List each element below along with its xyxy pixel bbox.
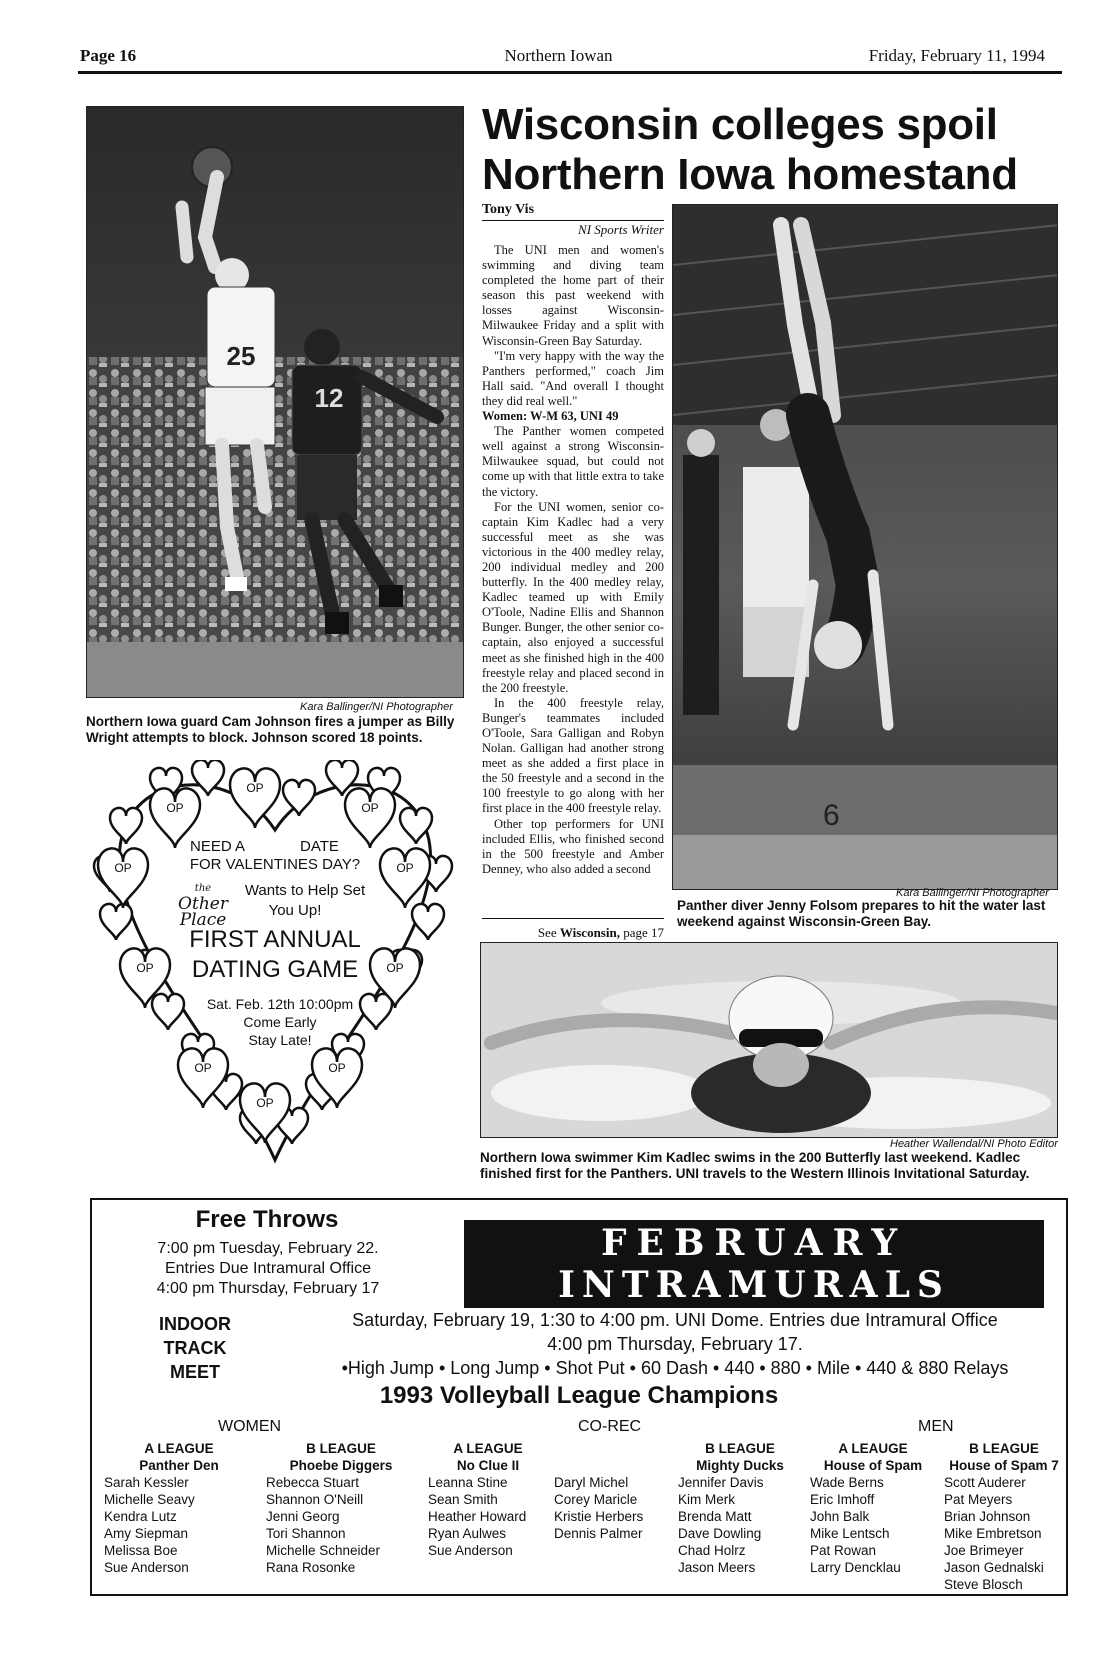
player: Mike Lentsch [810,1526,890,1541]
article-paragraph: The UNI men and women's swimming and diving team completed the home part of their season this past weekend with losses against Wisconsin-Milwaukee Friday and a split with Wisconsin-Green Bay Saturday. [482,243,664,348]
player: Pat Meyers [944,1492,1013,1507]
basketball-photo-caption: Northern Iowa guard Cam Johnson fires a jumper as Billy Wright attempts to block. Johnson scored 18 points. [86,714,455,745]
article-paragraph: "I'm very happy with the way the Panthers performed," coach Jim Hall said. "And overall I thought they did real well." [482,348,664,408]
track-label: INDOOR [159,1314,231,1334]
track-events: •High Jump • Long Jump • Shot Put • 60 Dash • 440 • 880 • Mile • 440 & 880 Relays [341,1358,1009,1378]
ad-for-valentines: FOR VALENTINES DAY? [189,856,361,873]
team-league: A LEAUGE [838,1441,908,1456]
team-roster [104,1474,254,1576]
ad-date: DATE [300,838,339,855]
newspaper-title: Northern Iowan [504,46,613,65]
player: Rebecca Stuart [266,1475,360,1490]
team-league: A LEAGUE [453,1441,523,1456]
valentine-ad [90,760,460,1180]
player: Steve Blosch [944,1577,1023,1592]
ad-you-up: You Up! [268,902,322,919]
group-women: WOMEN [218,1418,282,1435]
team-column [428,1440,548,1559]
op-mark: OP [136,961,154,975]
track-details: Saturday, February 19, 1:30 to 4:00 pm. UNI Dome. Entries due Intramural Office [352,1310,998,1330]
player: Rana Rosonke [266,1560,356,1575]
article-paragraph: For the UNI women, senior co-captain Kim Kadlec had a very successful meet as she was victorious in the 400 medley relay, 200 individual medley and 200 butterfly. In the 400 medley relay, Kadlec teamed up with Emily O'Toole, Nadine Ellis and Shannon Bunger. Bunger, the other senior co-captain, also enjoyed a successful meet as she finished high in the 400 freestyle relay and placed second in the 200 freestyle. [482,499,664,695]
team-name: Phoebe Diggers [289,1458,393,1473]
lane-number: 6 [823,799,840,832]
track-details: 4:00 pm Thursday, February 17. [547,1334,803,1354]
jump-suffix: page 17 [619,925,664,940]
free-throws-line: 7:00 pm Tuesday, February 22. [157,1240,379,1257]
player: Jennifer Davis [678,1475,764,1490]
player: Brian Johnson [944,1509,1031,1524]
article-body [482,243,664,915]
diver-photo-caption: Panther diver Jenny Folsom prepares to hit the water last weekend against Wisconsin-Green Bay. [677,898,1046,929]
player: Chad Holrz [678,1543,746,1558]
team-name: House of Spam [823,1458,923,1473]
op-mark: OP [396,861,414,875]
issue-date: Friday, February 11, 1994 [868,46,1045,65]
player: Sue Anderson [428,1543,513,1558]
op-mark: OP [166,801,184,815]
team-column [678,1440,802,1576]
writer-title: NI Sports Writer [578,222,664,237]
op-mark: OP [256,1096,274,1110]
article-subhead: Women: W-M 63, UNI 49 [482,409,619,424]
team-league: A LEAGUE [144,1441,214,1456]
free-throws-line: Entries Due Intramural Office [164,1260,371,1277]
player: Melissa Boe [104,1543,178,1558]
team-name: Mighty Ducks [696,1458,784,1473]
team-name: No Clue II [456,1458,520,1473]
page-number: Page 16 [80,46,137,65]
free-throws-line: 4:00 pm Thursday, February 17 [156,1280,380,1297]
team-column [810,1440,936,1576]
group-men: MEN [918,1418,954,1435]
volleyball-champions-title: 1993 Volleyball League Champions [379,1382,779,1409]
player: Sarah Kessler [104,1475,189,1490]
player: Wade Berns [810,1475,884,1490]
player: Jenni Georg [266,1509,340,1524]
team-name: House of Spam 7 [949,1458,1059,1473]
player: Pat Rowan [810,1543,877,1558]
free-throws-title: Free Throws [195,1206,339,1233]
basketball-photo [86,106,464,698]
player: Leanna Stine [428,1475,508,1490]
track-label: MEET [169,1362,220,1382]
player: Heather Howard [428,1509,527,1524]
player: Tori Shannon [266,1526,346,1541]
player: Joe Brimeyer [944,1543,1024,1558]
team-column [944,1440,1064,1593]
team-roster [678,1474,802,1576]
group-corec: CO-REC [578,1418,642,1435]
player: Daryl Michel [554,1475,629,1490]
other-place-logo [168,878,238,928]
player: Kendra Lutz [104,1509,177,1524]
team-name: Panther Den [139,1458,219,1473]
header-rule [78,71,1062,74]
article-paragraph: The Panther women competed well against a strong Wisconsin-Milwaukee squad, but could not come up with that little extra to take the victory. [482,424,664,499]
op-mark: OP [114,861,132,875]
player: Amy Siepman [104,1526,189,1541]
player: Larry Dencklau [810,1560,901,1575]
byline-rule [482,220,664,221]
player: Scott Auderer [944,1475,1026,1490]
team-roster [944,1474,1064,1593]
ad-come-early: Come Early [243,1014,317,1030]
team-roster [810,1474,936,1576]
team-league: B LEAGUE [969,1441,1039,1456]
player: Corey Maricle [554,1492,638,1507]
ad-date-time: Sat. Feb. 12th 10:00pm [206,996,354,1012]
team-league: B LEAGUE [705,1441,775,1456]
ad-first-annual: FIRST ANNUAL [189,926,361,953]
ad-wants-to-help: Wants to Help Set [244,882,366,899]
diver-photo [672,204,1058,890]
player: Michelle Seavy [104,1492,195,1507]
player: Sue Anderson [104,1560,189,1575]
team-roster [554,1474,670,1542]
jump-word: Wisconsin, [559,925,620,940]
player: Ryan Aulwes [428,1526,507,1541]
player: Michelle Schneider [266,1543,381,1558]
player: Dennis Palmer [554,1526,643,1541]
banner-line-2: INTRAMURALS [558,1264,950,1306]
player: Jason Gednalski [944,1560,1044,1575]
player: Brenda Matt [678,1509,752,1524]
team-column [266,1440,416,1576]
op-mark: OP [361,801,379,815]
op-mark: OP [246,781,264,795]
player: Shannon O'Neill [266,1492,364,1507]
op-mark: OP [386,961,404,975]
logo-place: Place [179,910,227,930]
team-column [104,1440,254,1576]
basketball-photo-credit: Kara Ballinger/NI Photographer [300,701,453,713]
player: Kristie Herbers [554,1509,644,1524]
swimmer-photo-caption: Northern Iowa swimmer Kim Kadlec swims in the 200 Butterfly last weekend. Kadlec finished first for the Panthers. UNI travels to the Western Illinois Invitational Saturday. [480,1150,1030,1181]
swimmer-photo [480,942,1058,1138]
player: Jason Meers [678,1560,756,1575]
banner-line-1: FEBRUARY [600,1222,908,1264]
article-paragraph: Other top performers for UNI included Ellis, who finished second in the 500 freestyle and Amber Denney, who also added a second [482,816,664,876]
jersey-number-25: 25 [226,341,256,371]
ad-stay-late: Stay Late! [248,1032,312,1048]
jersey-number-12: 12 [314,383,344,413]
player: Eric Imhoff [810,1492,875,1507]
continued-jump [482,925,664,941]
team-roster [428,1474,548,1559]
ad-dating-game: DATING GAME [191,956,359,983]
ad-need-a: NEED A [190,838,246,855]
op-mark: OP [328,1061,346,1075]
february-intramurals-banner [464,1220,1044,1308]
jump-prefix: See [537,925,560,940]
logo-the: the [194,883,212,894]
story-end-rule [482,918,664,919]
article-headline: Wisconsin colleges spoil Northern Iowa homestand [482,100,1018,199]
player: Kim Merk [678,1492,735,1507]
player: Sean Smith [428,1492,498,1507]
team-column [554,1474,670,1542]
player: Dave Dowling [678,1526,762,1541]
article-paragraph: In the 400 freestyle relay, Bunger's teammates included O'Toole, Sara Galligan and Robyn Nolan. Galligan had another strong meet as she added a first place in the 50 freestyle and a second in the 100 freestyle to go along with her first place in the 400 freestyle relay. [482,695,664,816]
logo-other: Other [178,894,228,914]
player: John Balk [810,1509,870,1524]
player: Mike Embretson [944,1526,1042,1541]
track-label: TRACK [163,1338,227,1358]
article-byline: Tony Vis [482,202,535,217]
swimmer-photo-credit: Heather Wallendal/NI Photo Editor [890,1138,1058,1150]
diver-photo-credit: Kara Ballinger/NI Photographer [896,887,1049,899]
op-mark: OP [194,1061,212,1075]
team-league: B LEAGUE [306,1441,376,1456]
team-roster [266,1474,416,1576]
